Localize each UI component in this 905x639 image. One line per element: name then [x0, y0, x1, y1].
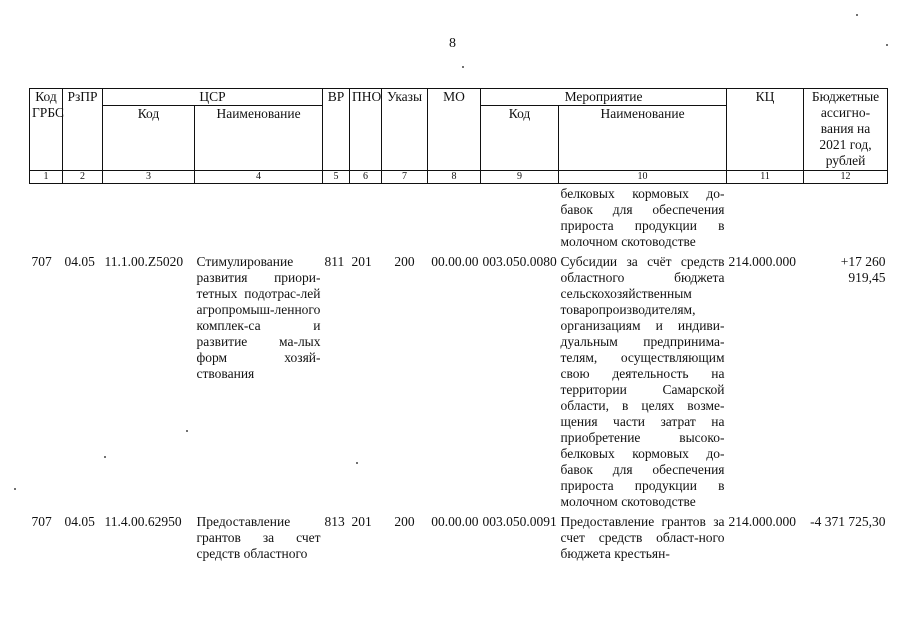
header-mer-kod: Код	[481, 106, 559, 171]
scan-speck	[856, 14, 858, 16]
cell-pno: 201	[351, 514, 372, 529]
header-csr-name: Наименование	[195, 106, 323, 171]
cell-mo: 00.00.00	[431, 254, 479, 269]
cell-rzpr: 04.05	[64, 514, 95, 529]
cell-mer-name: Предоставление грантов за счет средств област-ного бюджета крестьян-	[560, 514, 725, 561]
column-number: 4	[195, 171, 323, 184]
cell-amount: +17 260 919,45	[840, 254, 886, 285]
cell-kc: 214.000.000	[728, 254, 797, 269]
column-number: 1	[30, 171, 63, 184]
continuation-text: белковых кормовых до-бавок для обеспечения прироста продукции в молочном скотоводстве	[560, 186, 725, 249]
cell-csr-name: Стимулирование развития приори-тетных подотрас-лей агропромыш-ленного комплек-са и развитие ма-лых форм хозяй-ствования	[196, 254, 321, 381]
scan-speck	[462, 66, 464, 68]
cell-mo: 00.00.00	[431, 514, 479, 529]
column-number: 5	[323, 171, 350, 184]
scan-speck	[356, 462, 358, 464]
column-number: 3	[103, 171, 195, 184]
cell-mer-code: 003.050.0080	[482, 254, 557, 269]
cell-grbs: 707	[31, 514, 52, 529]
header-mer-name: Наименование	[559, 106, 727, 171]
scan-speck	[104, 456, 106, 458]
header-ukazy: Указы	[382, 89, 428, 171]
cell-rzpr: 04.05	[64, 254, 95, 269]
cell-kc: 214.000.000	[728, 514, 797, 529]
header-meropriyatie: Мероприятие	[481, 89, 727, 106]
header-vr: ВР	[323, 89, 350, 171]
page-number: 8	[449, 36, 456, 51]
scan-speck	[186, 430, 188, 432]
header-kc: КЦ	[727, 89, 804, 171]
cell-vr: 813	[324, 514, 345, 529]
column-number: 6	[350, 171, 382, 184]
header-rzpr: РзПР	[63, 89, 103, 171]
cell-csr-code: 11.4.00.62950	[104, 514, 182, 529]
scan-speck	[14, 488, 16, 490]
table-row	[30, 510, 888, 562]
cell-csr-code: 11.1.00.Z5020	[104, 254, 184, 269]
table-row	[30, 250, 888, 510]
budget-table-container	[29, 88, 887, 562]
column-number: 8	[428, 171, 481, 184]
cell-mer-name: Субсидии за счёт средств областного бюджета сельскохозяйственным товаропроизводителям, организациям и индиви-дуальным предпринима-телям, осуществляющим свою деятельность на территории Самарской области, в целях возме-щения части затрат на приобретение высоко-белковых кормовых до-бавок для обеспечения прироста продукции в молочном скотоводстве	[560, 254, 725, 509]
cell-grbs: 707	[31, 254, 52, 269]
scan-speck	[886, 44, 888, 46]
cell-ukaz: 200	[394, 254, 415, 269]
column-number: 11	[727, 171, 804, 184]
cell-pno: 201	[351, 254, 372, 269]
cell-amount: -4 371 725,30	[810, 514, 886, 529]
header-kod-grbs: Код ГРБС	[30, 89, 63, 171]
column-number: 7	[382, 171, 428, 184]
header-csr: ЦСР	[103, 89, 323, 106]
column-number: 12	[804, 171, 888, 184]
header-pno: ПНО	[350, 89, 382, 171]
column-number: 2	[63, 171, 103, 184]
budget-table	[29, 88, 888, 562]
cell-ukaz: 200	[394, 514, 415, 529]
header-budget: Бюджетные ассигно-вания на 2021 год, рублей	[804, 89, 888, 171]
header-csr-kod: Код	[103, 106, 195, 171]
column-number: 9	[481, 171, 559, 184]
cell-vr: 811	[324, 254, 345, 269]
column-number: 10	[559, 171, 727, 184]
header-mo: МО	[428, 89, 481, 171]
cell-mer-code: 003.050.0091	[482, 514, 557, 529]
continuation-row	[30, 184, 888, 251]
cell-csr-name: Предоставление грантов за счет средств областного	[196, 514, 321, 561]
